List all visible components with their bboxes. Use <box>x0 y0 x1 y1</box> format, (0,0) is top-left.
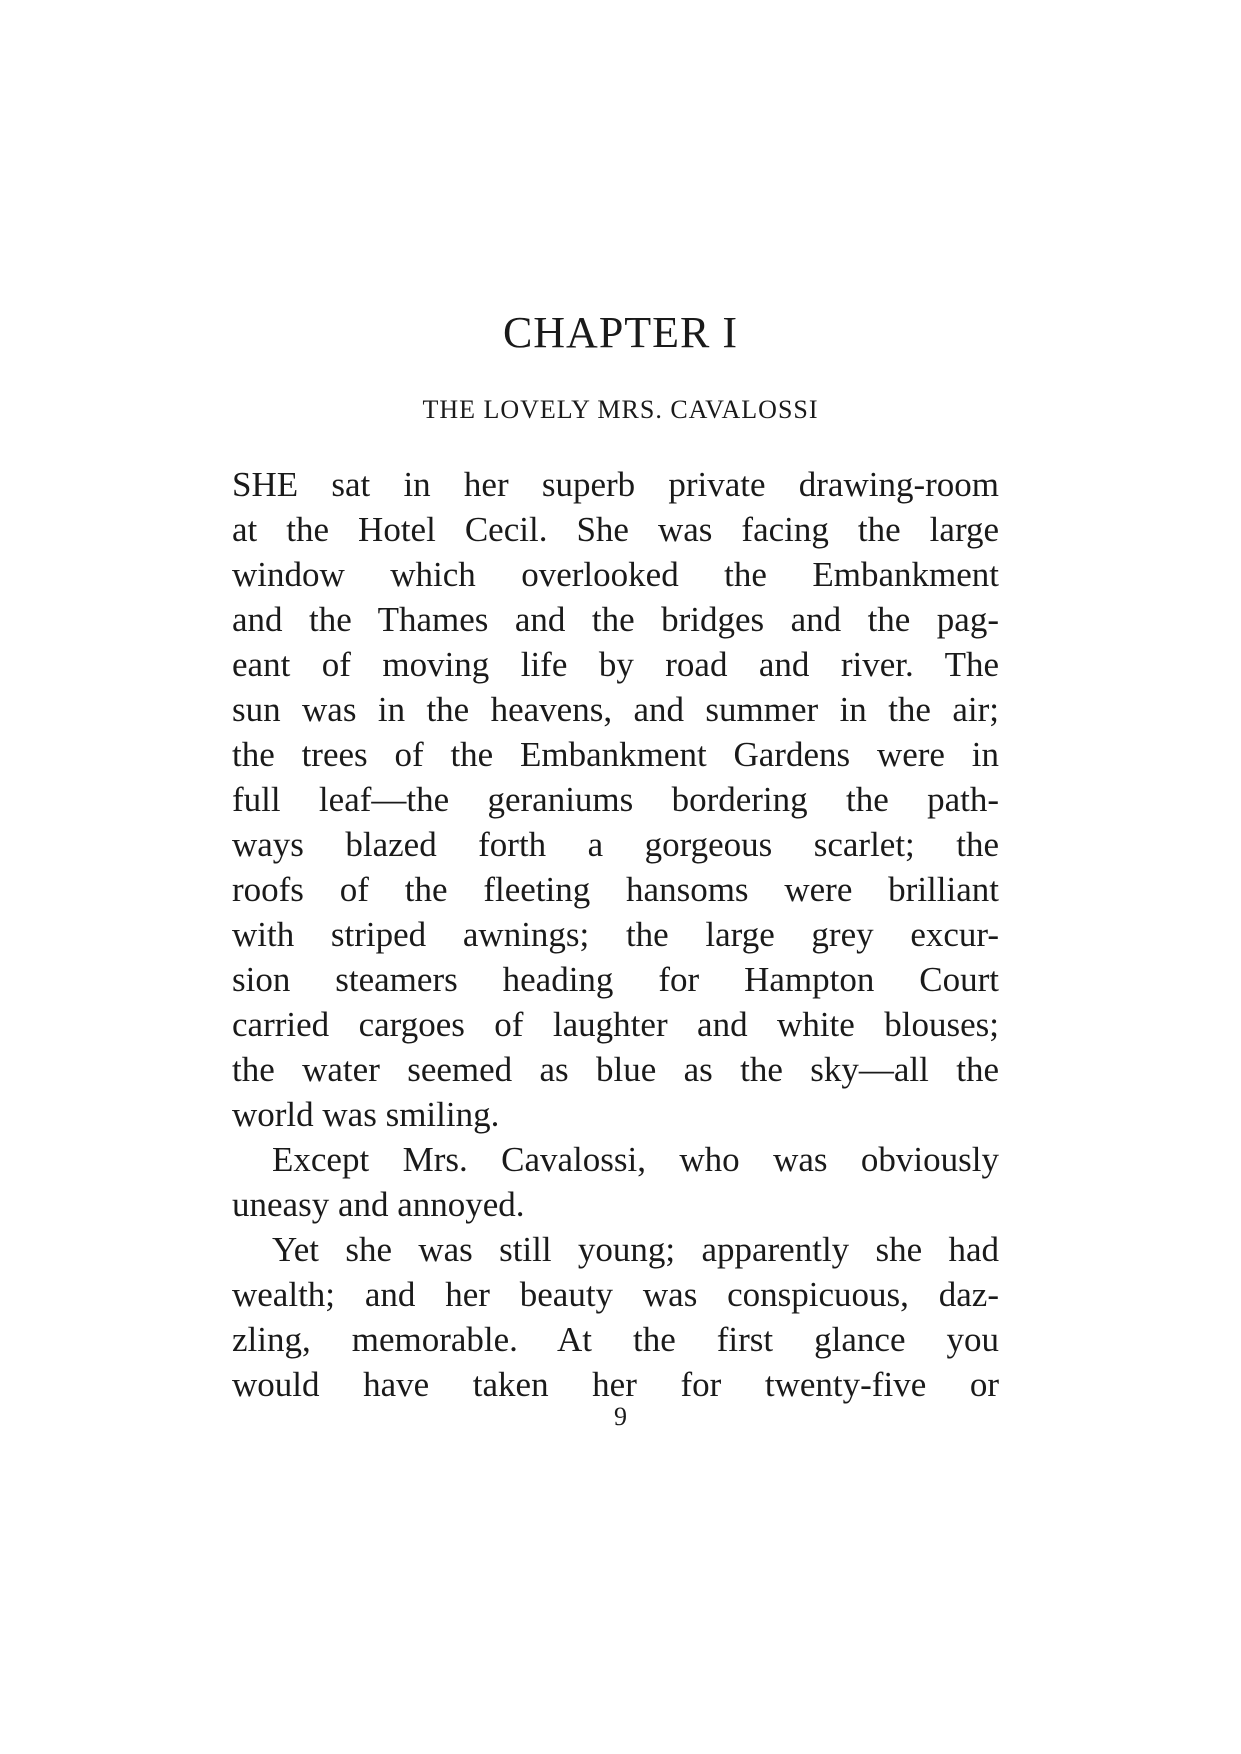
text-line: sion steamers heading for Hampton Court <box>232 960 999 999</box>
text-line: full leaf—the geraniums bordering the path- <box>232 780 999 819</box>
text-line: eant of moving life by road and river. The <box>232 645 999 684</box>
chapter-subtitle: THE LOVELY MRS. CAVALOSSI <box>422 395 819 424</box>
text-line: with striped awnings; the large grey excur- <box>232 915 999 954</box>
text-line: ways blazed forth a gorgeous scarlet; the <box>232 825 999 864</box>
text-line: and the Thames and the bridges and the pag- <box>232 600 999 639</box>
text-line: Yet she was still young; apparently she had <box>272 1230 999 1269</box>
text-line: wealth; and her beauty was conspicuous, daz- <box>232 1275 999 1314</box>
paragraph <box>232 1227 999 1407</box>
paragraph <box>232 462 999 1137</box>
text-line: Except Mrs. Cavalossi, who was obviously <box>272 1140 999 1179</box>
text-line: uneasy and annoyed. <box>232 1185 525 1224</box>
text-line: at the Hotel Cecil. She was facing the large <box>232 510 999 549</box>
text-line: world was smiling. <box>232 1095 500 1134</box>
text-line: sun was in the heavens, and summer in the air; <box>232 690 999 729</box>
text-line: zling, memorable. At the first glance you <box>232 1320 999 1359</box>
body-text <box>232 462 999 1407</box>
text-line: roofs of the fleeting hansoms were brilliant <box>232 870 999 909</box>
paragraph <box>232 1137 999 1227</box>
text-line: carried cargoes of laughter and white blouses; <box>232 1005 999 1044</box>
page-number: 9 <box>614 1402 627 1431</box>
text-line: window which overlooked the Embankment <box>232 555 999 594</box>
chapter-title: CHAPTER I <box>502 308 739 357</box>
text-line: the trees of the Embankment Gardens were in <box>232 735 999 774</box>
text-line: SHE sat in her superb private drawing-room <box>232 465 999 504</box>
text-line: the water seemed as blue as the sky—all the <box>232 1050 999 1089</box>
text-line: would have taken her for twenty-five or <box>232 1365 999 1404</box>
